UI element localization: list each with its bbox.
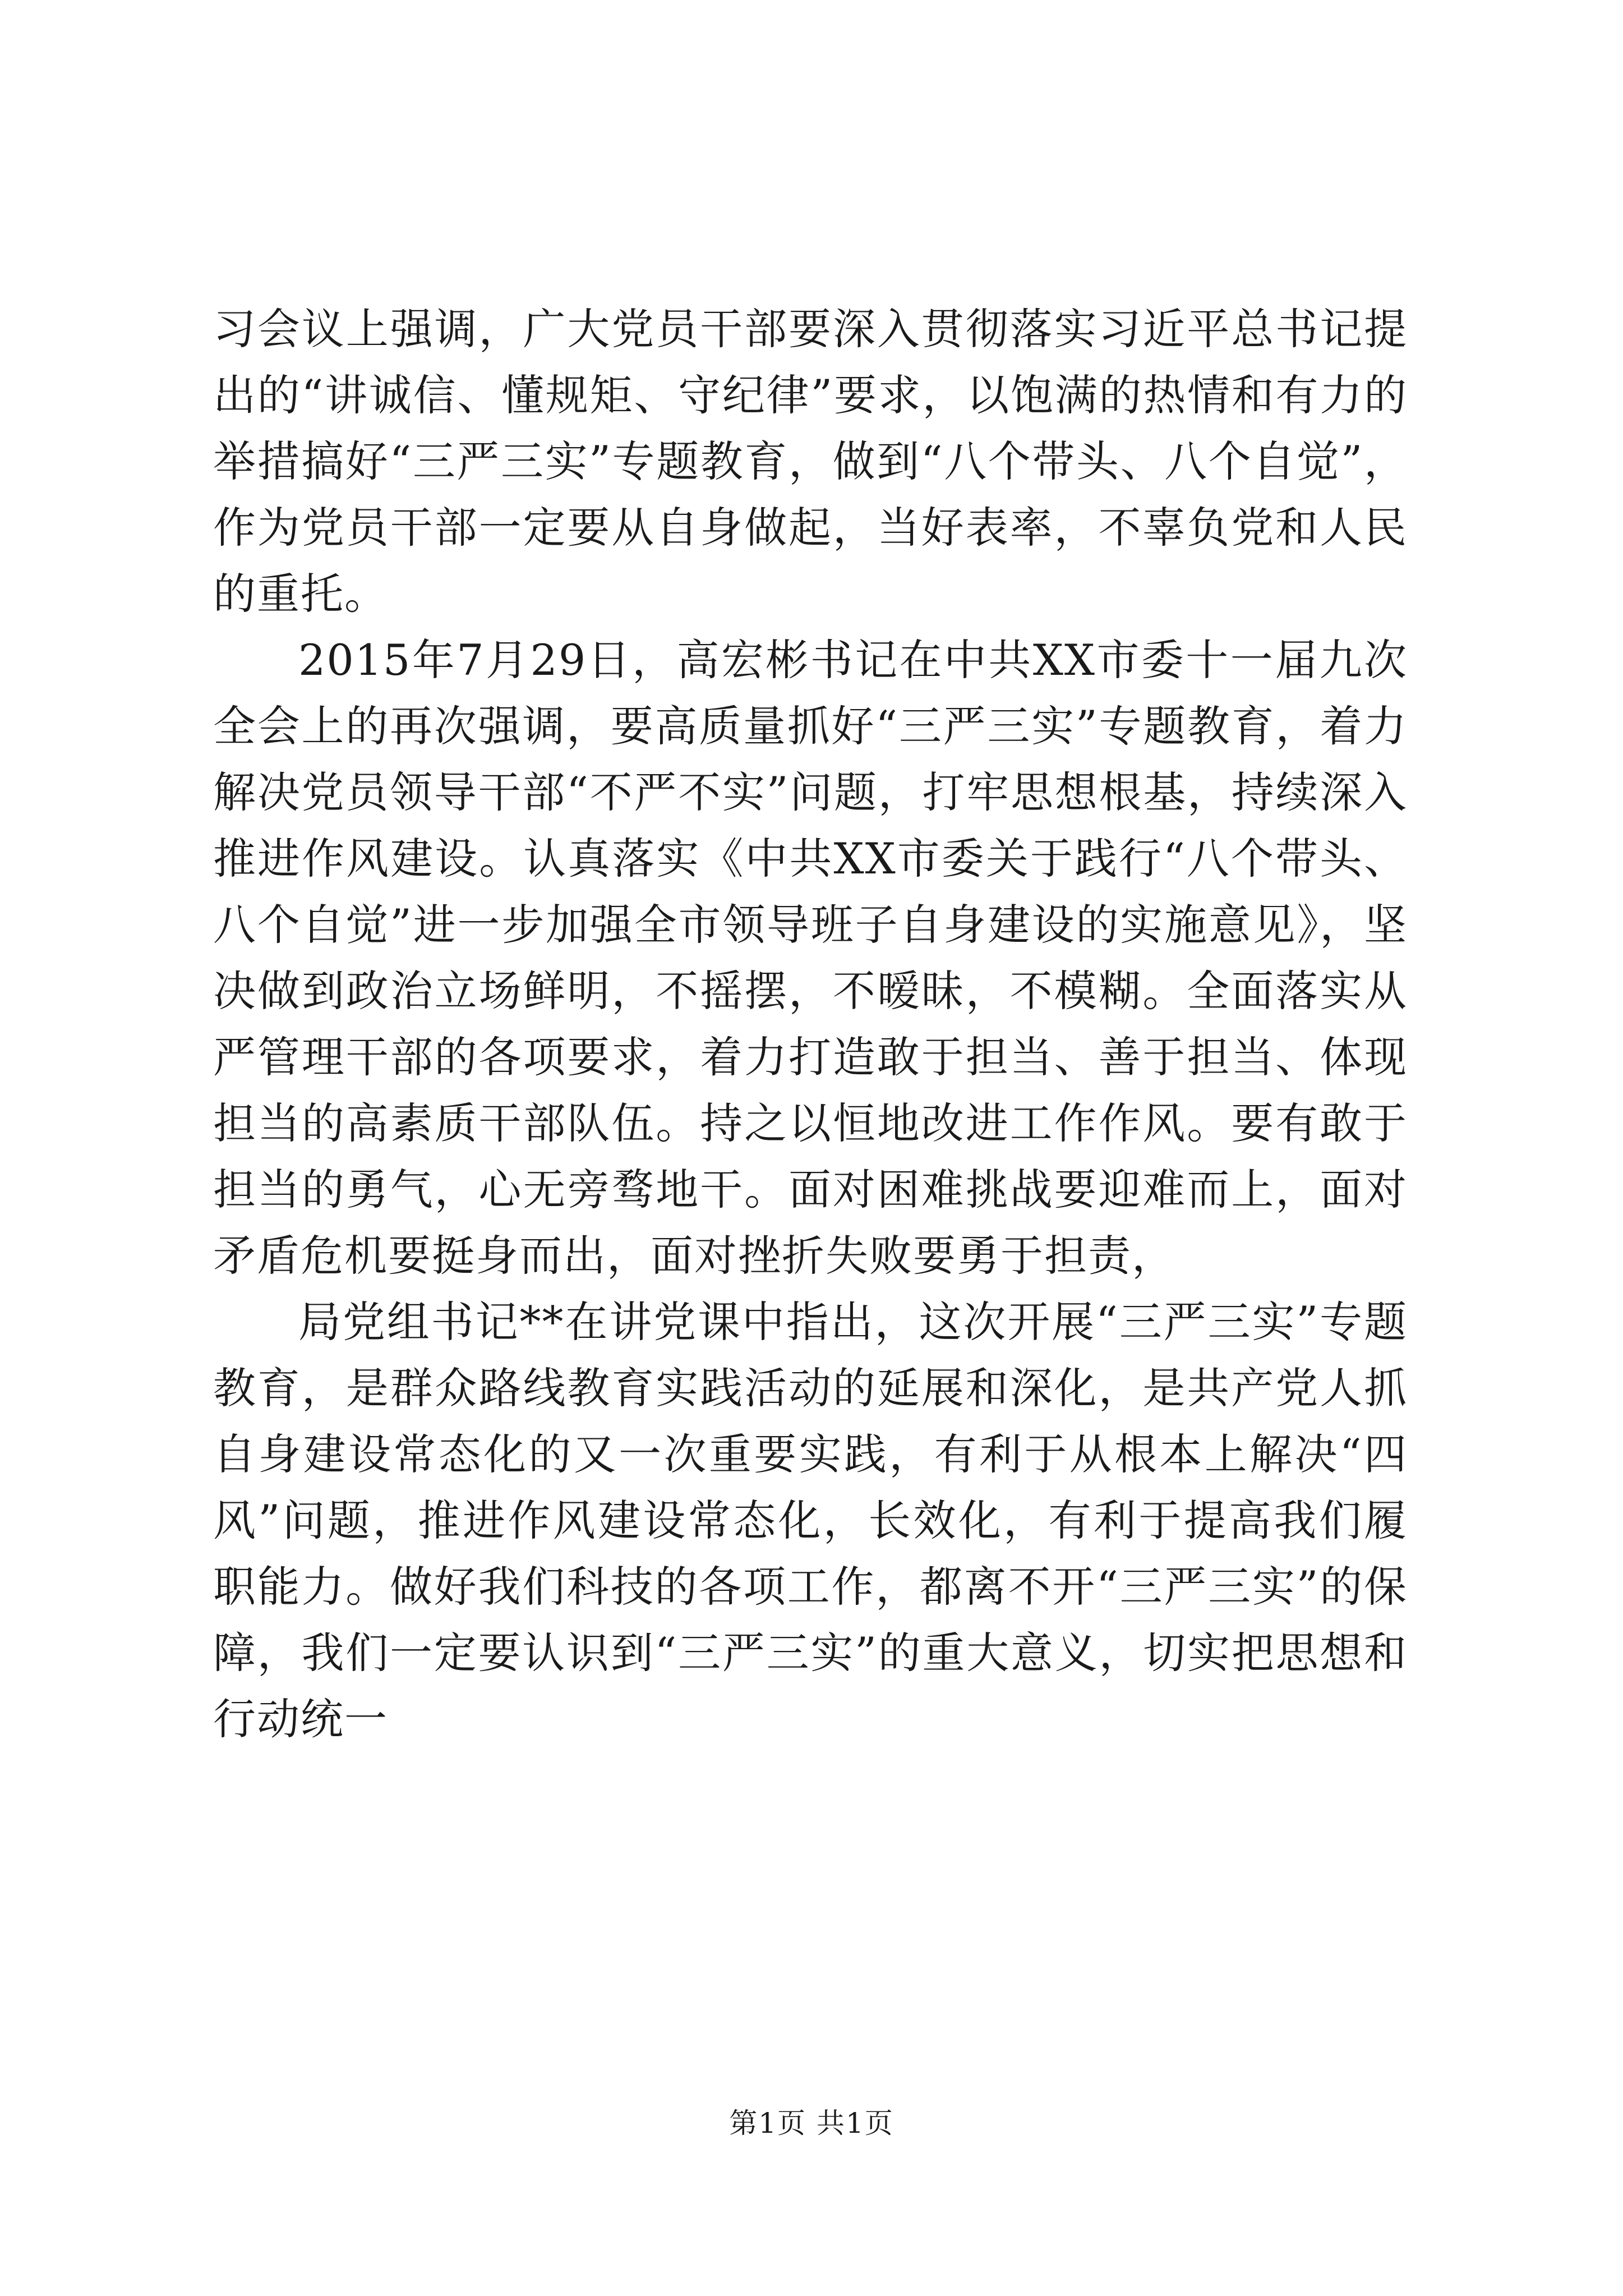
page-footer: 第1页 共1页 (729, 2107, 894, 2139)
paragraph-3: 局党组书记**在讲党课中指出，这次开展“三严三实”专题教育，是群众路线教育实践活动的延展和深化，是共产党人抓自身建设常态化的又一次重要实践，有利于从根本上解决“四风”问题，推进作风建设常态化，长效化，有利于提高我们履职能力。做好我们科技的各项工作，都离不开“三严三实”的保障，我们一定要认识到“三严三实”的重大意义，切实把思想和行动统一 (213, 1297, 1408, 1744)
document-body (213, 296, 1408, 1752)
paragraph-2: 2015年7月29日，高宏彬书记在中共XX市委十一届九次全会上的再次强调，要高质量抓好“三严三实”专题教育，着力解决党员领导干部“不严不实”问题，打牢思想根基，持续深入推进作风建设。认真落实《中共XX市委关于践行“八个带头、八个自觉”进一步加强全市领导班子自身建设的实施意见》，坚决做到政治立场鲜明，不摇摆，不暧昧，不模糊。全面落实从严管理干部的各项要求，着力打造敢于担当、善于担当、体现担当的高素质干部队伍。持之以恒地改进工作作风。要有敢于担当的勇气，心无旁骛地干。面对困难挑战要迎难而上，面对矛盾危机要挺身而出，面对挫折失败要勇于担责， (213, 635, 1408, 1281)
paragraph-1: 习会议上强调，广大党员干部要深入贯彻落实习近平总书记提出的“讲诚信、懂规矩、守纪律”要求，以饱满的热情和有力的举措搞好“三严三实”专题教育，做到“八个带头、八个自觉”，作为党员干部一定要从自身做起，当好表率，不辜负党和人民的重托。 (213, 304, 1408, 619)
